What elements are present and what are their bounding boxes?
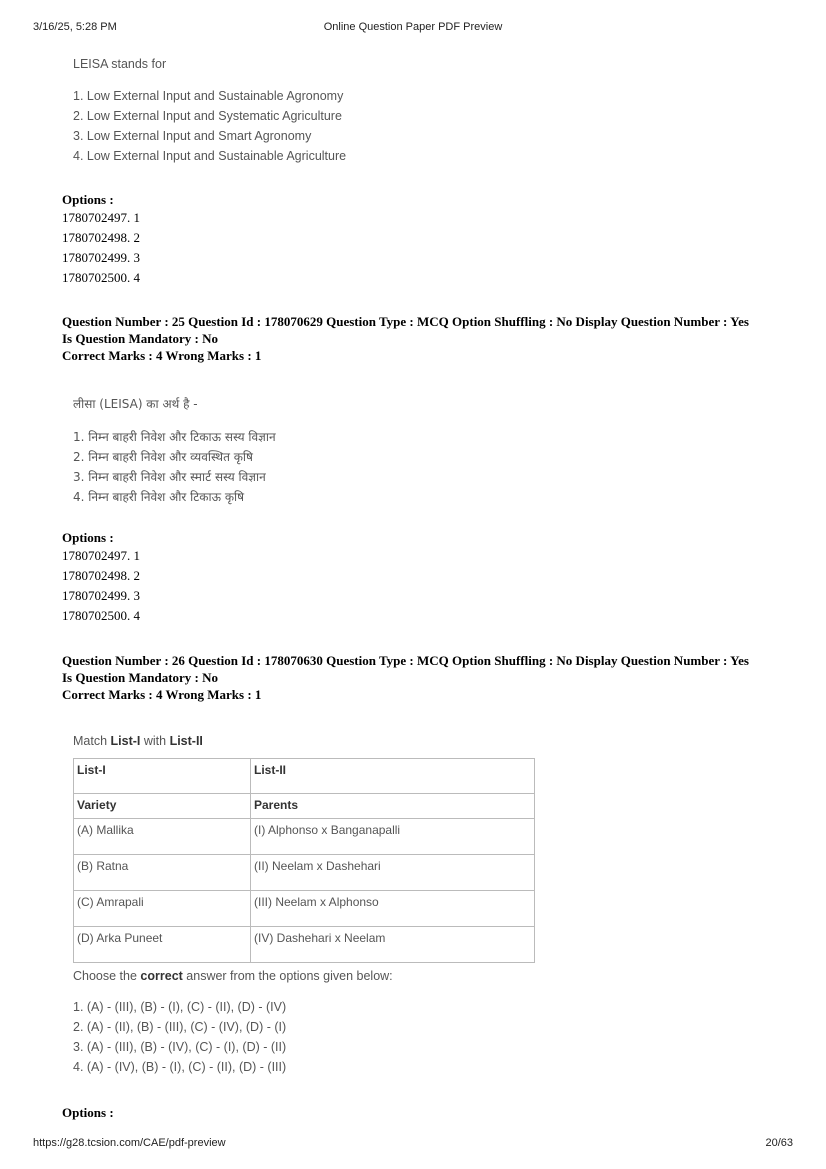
choice-item: 3. निम्न बाहरी निवेश और स्मार्ट सस्य विज्ञान bbox=[73, 470, 266, 484]
page-title: Online Question Paper PDF Preview bbox=[323, 21, 503, 33]
question-25-meta bbox=[62, 313, 749, 364]
table-header-cell: List-I bbox=[74, 759, 251, 794]
choose-bold: correct bbox=[140, 969, 183, 983]
list1-label: List-I bbox=[110, 734, 141, 748]
question-24-image bbox=[73, 57, 346, 166]
question-text: लीसा (LEISA) का अर्थ है - bbox=[73, 397, 198, 411]
mandatory-flag: Is Question Mandatory : No bbox=[62, 670, 219, 685]
match-prefix: Match bbox=[73, 734, 111, 748]
question-25-image bbox=[73, 395, 276, 507]
options-label: Options : bbox=[62, 1105, 114, 1120]
option-item: 1780702500. 4 bbox=[62, 270, 140, 285]
option-item: 1780702497. 1 bbox=[62, 548, 140, 563]
table-row bbox=[74, 855, 535, 891]
choice-item: 4. निम्न बाहरी निवेश और टिकाऊ कृषि bbox=[73, 490, 245, 504]
choice-item: 3. (A) - (III), (B) - (IV), (C) - (I), (D) - (II) bbox=[73, 1040, 287, 1054]
choice-item: 1. (A) - (III), (B) - (I), (C) - (II), (D) - (IV) bbox=[73, 1000, 287, 1014]
choice-list bbox=[73, 427, 276, 507]
page-number: 20/63 bbox=[765, 1137, 793, 1149]
table-row bbox=[74, 819, 535, 855]
match-table bbox=[73, 758, 535, 963]
choice-list bbox=[73, 86, 346, 166]
table-cell: (III) Neelam x Alphonso bbox=[251, 891, 535, 927]
list2-label: List-II bbox=[169, 734, 203, 748]
option-item: 1780702499. 3 bbox=[62, 588, 140, 603]
options-block-24 bbox=[62, 192, 140, 288]
options-block-26 bbox=[62, 1105, 114, 1121]
table-cell: (D) Arka Puneet bbox=[74, 927, 251, 963]
match-with: with bbox=[140, 734, 170, 748]
table-cell: (IV) Dashehari x Neelam bbox=[251, 927, 535, 963]
choice-item: 4. (A) - (IV), (B) - (I), (C) - (II), (D) - (III) bbox=[73, 1060, 287, 1074]
option-item: 1780702498. 2 bbox=[62, 568, 140, 583]
table-subheader-cell: Parents bbox=[251, 794, 535, 819]
choice-item: 4. Low External Input and Sustainable Agriculture bbox=[73, 149, 347, 163]
choice-list bbox=[73, 997, 535, 1077]
options-label: Options : bbox=[62, 530, 114, 545]
choice-item: 2. (A) - (II), (B) - (III), (C) - (IV), (D) - (I) bbox=[73, 1020, 287, 1034]
table-row bbox=[74, 891, 535, 927]
choice-item: 1. निम्न बाहरी निवेश और टिकाऊ सस्य विज्ञान bbox=[73, 430, 276, 444]
options-label: Options : bbox=[62, 192, 114, 207]
question-meta: Question Number : 25 Question Id : 178070629 Question Type : MCQ Option Shuffling : No Display Question Number : Yes bbox=[62, 314, 749, 329]
choose-prefix: Choose the bbox=[73, 969, 141, 983]
marks-info: Correct Marks : 4 Wrong Marks : 1 bbox=[62, 687, 262, 702]
choice-item: 2. निम्न बाहरी निवेश और व्यवस्थित कृषि bbox=[73, 450, 253, 464]
table-header-cell: List-II bbox=[251, 759, 535, 794]
option-item: 1780702497. 1 bbox=[62, 210, 140, 225]
table-subheader-cell: Variety bbox=[74, 794, 251, 819]
table-cell: (A) Mallika bbox=[74, 819, 251, 855]
table-cell: (C) Amrapali bbox=[74, 891, 251, 927]
option-item: 1780702499. 3 bbox=[62, 250, 140, 265]
choice-item: 3. Low External Input and Smart Agronomy bbox=[73, 129, 312, 143]
choice-item: 1. Low External Input and Sustainable Agronomy bbox=[73, 89, 344, 103]
table-cell: (B) Ratna bbox=[74, 855, 251, 891]
print-datetime: 3/16/25, 5:28 PM bbox=[33, 21, 117, 33]
choose-suffix: answer from the options given below: bbox=[182, 969, 393, 983]
table-cell: (II) Neelam x Dashehari bbox=[251, 855, 535, 891]
table-row bbox=[74, 927, 535, 963]
question-text: LEISA stands for bbox=[73, 57, 167, 71]
choice-item: 2. Low External Input and Systematic Agriculture bbox=[73, 109, 342, 123]
page-url: https://g28.tcsion.com/CAE/pdf-preview bbox=[33, 1137, 226, 1149]
table-cell: (I) Alphonso x Banganapalli bbox=[251, 819, 535, 855]
mandatory-flag: Is Question Mandatory : No bbox=[62, 331, 219, 346]
choose-instruction bbox=[73, 969, 535, 983]
option-item: 1780702498. 2 bbox=[62, 230, 140, 245]
option-item: 1780702500. 4 bbox=[62, 608, 140, 623]
question-26-meta bbox=[62, 652, 749, 703]
question-meta: Question Number : 26 Question Id : 178070630 Question Type : MCQ Option Shuffling : No Display Question Number : Yes bbox=[62, 653, 749, 668]
options-block-25 bbox=[62, 530, 140, 626]
match-instruction bbox=[73, 734, 535, 748]
marks-info: Correct Marks : 4 Wrong Marks : 1 bbox=[62, 348, 262, 363]
question-26-image bbox=[73, 734, 535, 1077]
